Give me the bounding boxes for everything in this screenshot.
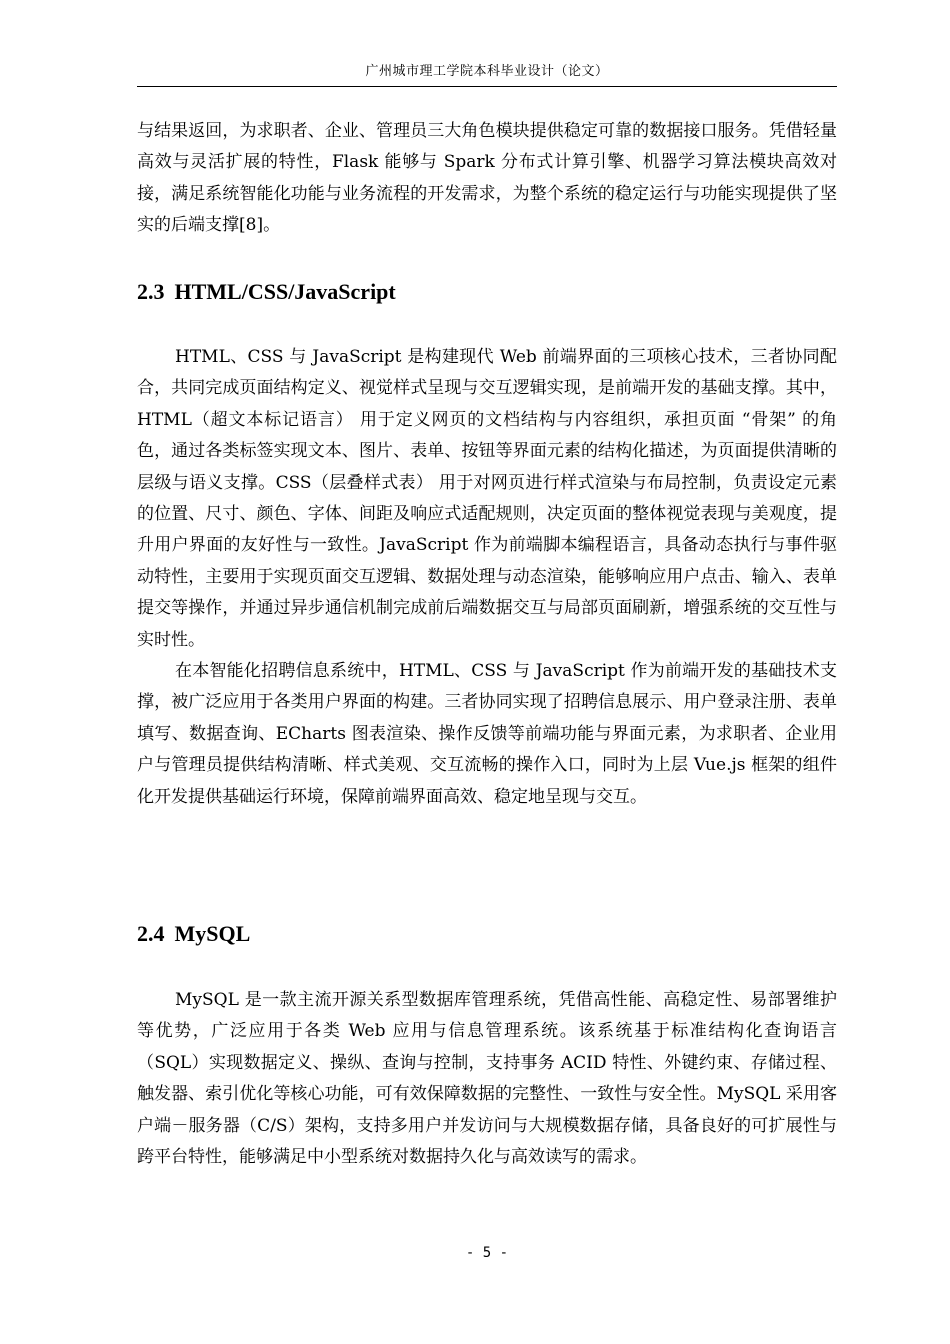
section-title: HTML/CSS/JavaScript bbox=[174, 279, 396, 304]
header-divider bbox=[137, 86, 837, 87]
section-heading-2-4 bbox=[137, 920, 250, 948]
section-2-3-body bbox=[137, 342, 837, 813]
section-number: 2.3 bbox=[137, 279, 165, 304]
section-number: 2.4 bbox=[137, 921, 165, 946]
continuation-paragraph: 与结果返回，为求职者、企业、管理员三大角色模块提供稳定可靠的数据接口服务。凭借轻量高效与灵活扩展的特性，Flask 能够与 Spark 分布式计算引擎、机器学习算法模块高效对接，满足系统智能化功能与业务流程的开发需求，为整个系统的稳定运行与功能实现提供了坚实的后端支撑[8]。 bbox=[137, 121, 837, 236]
section-2-4-body bbox=[137, 985, 837, 1173]
section-heading-2-3 bbox=[137, 278, 396, 306]
body-paragraph: 在本智能化招聘信息系统中，HTML、CSS 与 JavaScript 作为前端开发的基础技术支撑，被广泛应用于各类用户界面的构建。三者协同实现了招聘信息展示、用户登录注册、表单填写、数据查询、ECharts 图表渲染、操作反馈等前端功能与界面元素，为求职者、企业用户与管理员提供结构清晰、样式美观、交互流畅的操作入口，同时为上层 Vue.js 框架的组件化开发提供基础运行环境，保障前端界面高效、稳定地呈现与交互。 bbox=[137, 661, 837, 807]
page-number: - 5 - bbox=[465, 1245, 509, 1261]
body-paragraph: MySQL 是一款主流开源关系型数据库管理系统，凭借高性能、高稳定性、易部署维护等优势，广泛应用于各类 Web 应用与信息管理系统。该系统基于标准结构化查询语言（SQL）实现数据定义、操纵、查询与控制，支持事务 ACID 特性、外键约束、存储过程、触发器、索引优化等核心功能，可有效保障数据的完整性、一致性与安全性。MySQL 采用客户端－服务器（C/S）架构，支持多用户并发访问与大规模数据存储，具备良好的可扩展性与跨平台特性，能够满足中小型系统对数据持久化与高效读写的需求。 bbox=[137, 990, 837, 1168]
body-paragraph: HTML、CSS 与 JavaScript 是构建现代 Web 前端界面的三项核心技术，三者协同配合，共同完成页面结构定义、视觉样式呈现与交互逻辑实现，是前端开发的基础支撑。其中，HTML（超文本标记语言） 用于定义网页的文档结构与内容组织，承担页面 “骨架” 的角色，通过各类标签实现文本、图片、表单、按钮等界面元素的结构化描述，为页面提供清晰的层级与语义支撑。CSS（层叠样式表） 用于对网页进行样式渲染与布局控制，负责设定元素的位置、尺寸、颜色、字体、间距及响应式适配规则，决定页面的整体视觉表现与美观度，提升用户界面的友好性与一致性。JavaScript 作为前端脚本编程语言，具备动态执行与事件驱动特性，主要用于实现页面交互逻辑、数据处理与动态渲染，能够响应用户点击、输入、表单提交等操作，并通过异步通信机制完成前后端数据交互与局部页面刷新，增强系统的交互性与实时性。 bbox=[137, 347, 837, 650]
continuation-block bbox=[137, 116, 837, 242]
running-header: 广州城市理工学院本科毕业设计（论文） bbox=[365, 64, 609, 79]
section-title: MySQL bbox=[174, 921, 251, 946]
